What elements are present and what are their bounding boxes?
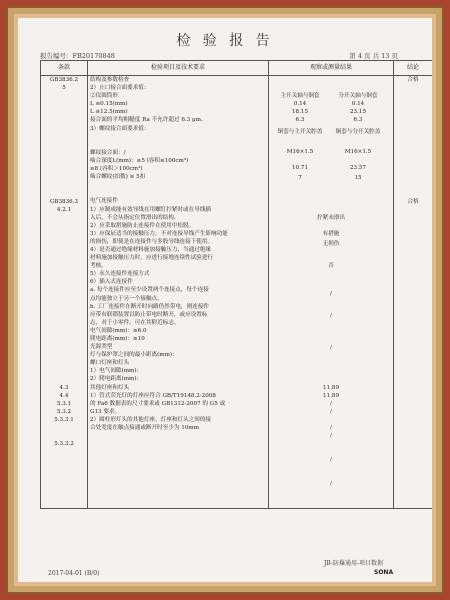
- table-body-row: [41, 76, 433, 509]
- clause-4-3: 4.3: [59, 385, 69, 391]
- result-e3: 无损伤: [322, 241, 340, 247]
- result-thread-left: 铜套与主开关腔盖: [277, 129, 323, 135]
- item-line: 电气间隙(mm)：≥6.0: [90, 327, 147, 334]
- item-line: L ≥12.5(mm): [90, 109, 128, 116]
- stamp-text: SONA: [374, 569, 394, 576]
- result-e10: /: [330, 401, 332, 407]
- company-stamp: [374, 569, 393, 576]
- item-line: 螺纹接合面：/: [90, 149, 126, 156]
- result-e15: /: [330, 481, 332, 487]
- result-m1-right: M16×1.5: [344, 149, 372, 155]
- item-line: 3）应保证适当的接触压力，不对连接导线产生影响功能: [90, 230, 228, 237]
- result-head-left: 主开关轴与铜套: [280, 93, 320, 99]
- clause-5-3-2: 5.3.2: [56, 409, 72, 415]
- page-info: 第 4 页 共 13 页: [349, 52, 398, 60]
- clause-gb3836-2: GB3836.2: [49, 77, 79, 83]
- item-line: 灯与保护罩之间的最小距离(mm)：: [90, 352, 178, 359]
- item-line: 结构及参数检查: [90, 77, 130, 83]
- item-line: 考核。: [90, 263, 107, 270]
- item-line: a. 每个连接件应至少设置两个连接点，每个连接: [90, 287, 209, 294]
- footer-date: 2017-04-01 (B/0): [48, 570, 100, 577]
- item-line: L ≤0.15(mm): [90, 101, 128, 108]
- item-line: 入后，不会从指定位置滑出的结构。: [90, 214, 180, 221]
- item-line: G13 要求。: [90, 408, 121, 415]
- inspection-table: [40, 60, 432, 509]
- result-e7: /: [330, 345, 332, 351]
- clause-5-3-3-1: 5.3.3.1: [54, 417, 74, 423]
- report-paper: [18, 18, 432, 582]
- item-line: 志，对于小零件，可在其附近标志。: [90, 319, 180, 326]
- result-e13: /: [330, 433, 332, 439]
- result-e4: 否: [328, 263, 334, 269]
- clause-4-4: 4.4: [59, 393, 69, 399]
- result-e14: /: [330, 457, 332, 463]
- report-number: 报告编号：FB20170848: [40, 52, 115, 60]
- result-e11: /: [330, 409, 332, 415]
- item-line: 点均能独立于另一个接触点。: [90, 295, 163, 302]
- item-line: [90, 189, 266, 197]
- item-line: 光源类型: [90, 344, 113, 351]
- result-thread-right: 铜套与分开关腔盖: [335, 129, 381, 135]
- result-n1-right: 15: [354, 175, 362, 181]
- item-line: 4）是否通过绝缘材料施加接触压力，当通过绝缘: [90, 246, 212, 253]
- item-line: 应带有联锁装置以防止带电时断开，或应设置标: [90, 311, 208, 318]
- footer-note: JB-防爆通用-项目数据: [324, 560, 383, 567]
- result-e1: 拧紧未滑出: [317, 215, 345, 221]
- item-line: 6）插入式连接件: [90, 279, 133, 286]
- item-line: ≥8 (容积＞100cm³): [90, 166, 143, 173]
- result-e8: 11.89: [322, 385, 339, 391]
- result-v2-left: 18.15: [291, 109, 308, 115]
- conclusion-a: 合格: [407, 77, 419, 83]
- outer-frame: [6, 6, 444, 594]
- result-head-right: 分开关轴与铜套: [338, 93, 378, 99]
- clause-5: 5: [62, 85, 66, 91]
- item-line: ②仪圆筒形: [90, 93, 118, 100]
- item-line: [90, 181, 266, 189]
- item-line: 啮合深度L(mm)：≥5 (容积≤100cm³): [90, 157, 189, 164]
- result-v2-right: 23.15: [349, 109, 366, 115]
- conclusion-cell: [394, 76, 433, 509]
- item-line: 啮合螺纹(扣数) ≥ 5扣: [90, 174, 146, 181]
- item-line: 2）圆柱形灯头的其他灯座，灯座和灯头之间的接: [90, 416, 212, 423]
- header-result: 观察或测量结果: [269, 61, 394, 76]
- conclusion-b: 合格: [407, 199, 419, 205]
- result-v3-right: 6.3: [353, 117, 363, 123]
- item-line: 螺口灯座和灯头: [90, 360, 130, 367]
- result-e9: 11.89: [322, 393, 339, 399]
- result-v1-right: 0.14: [351, 101, 365, 107]
- item-line: [90, 141, 266, 149]
- item-line: b. 工厂连接件在断开时向路仍然带电，则连接件: [90, 303, 210, 310]
- item-line: 的 Fa6 数据表的尺寸要求或 GB1312-2007 的 G5 或: [90, 400, 226, 407]
- item-line: 2）止口接合面要求值：: [90, 85, 150, 92]
- result-e6: /: [330, 313, 332, 319]
- item-line: 其他灯座和灯头: [90, 384, 130, 391]
- item-line: 接合面的平均粗糙度 Ra 不允许超过 6.3 μm。: [90, 117, 207, 124]
- result-cell: [269, 76, 394, 509]
- header-clause: 条款: [41, 61, 88, 76]
- item-cell: [88, 76, 269, 509]
- table-header-row: [41, 61, 433, 76]
- result-e2: 有措施: [322, 231, 340, 237]
- result-e5: /: [330, 291, 332, 297]
- clause-gb3836-3: GB3836.3: [49, 199, 79, 205]
- item-line: 材料施加接触压力时，应进行接地连续性试验进行: [90, 255, 214, 262]
- item-line: 2）应采取措施防止连接件在使用中松脱。: [90, 222, 195, 229]
- result-d1-left: 10.71: [291, 165, 308, 171]
- result-v3-left: 6.3: [295, 117, 305, 123]
- item-line: 电气连接件: [90, 198, 118, 205]
- result-n1-left: 7: [298, 175, 302, 181]
- item-line: 2）爬电距离(mm)：: [90, 376, 143, 383]
- item-line: 3）螺纹接合面要求值：: [90, 125, 150, 132]
- item-line: 1）管式荧光灯的灯座应符合 GB/T19148.2-2008: [90, 392, 216, 399]
- header-conclusion: 结论: [394, 61, 433, 76]
- item-lines: [90, 76, 266, 432]
- result-e12: /: [330, 425, 332, 431]
- result-v1-left: 0.14: [293, 101, 307, 107]
- item-line: 1）应制成能有效导线在用螺钉拧紧时或在导线插: [90, 206, 212, 213]
- inner-frame: [14, 14, 436, 586]
- item-line: 5）永久连接件连接方式: [90, 271, 150, 278]
- header-item: 检验项目及技术要求: [88, 61, 269, 76]
- item-line: 1）电气间隙(mm)：: [90, 368, 143, 375]
- item-line: 爬电距离(mm)：≥10: [90, 336, 145, 342]
- item-line: 合处宽度在触点接通或断开时至少为 10mm: [90, 425, 200, 432]
- clause-5-3-1: 5.3.1: [56, 401, 72, 407]
- result-m1-left: M16×1.5: [286, 149, 314, 155]
- clause-4-2-1: 4.2.1: [56, 207, 72, 213]
- result-d1-right: 23.57: [349, 165, 366, 171]
- report-title: 检 验 报 告: [176, 33, 274, 49]
- item-line: [90, 133, 266, 141]
- item-line: 的损伤，即使是在连接件与多股导线连接下使用。: [90, 238, 214, 245]
- clause-5-3-3-2: 5.3.3.2: [54, 441, 74, 447]
- clause-cell: [41, 76, 88, 509]
